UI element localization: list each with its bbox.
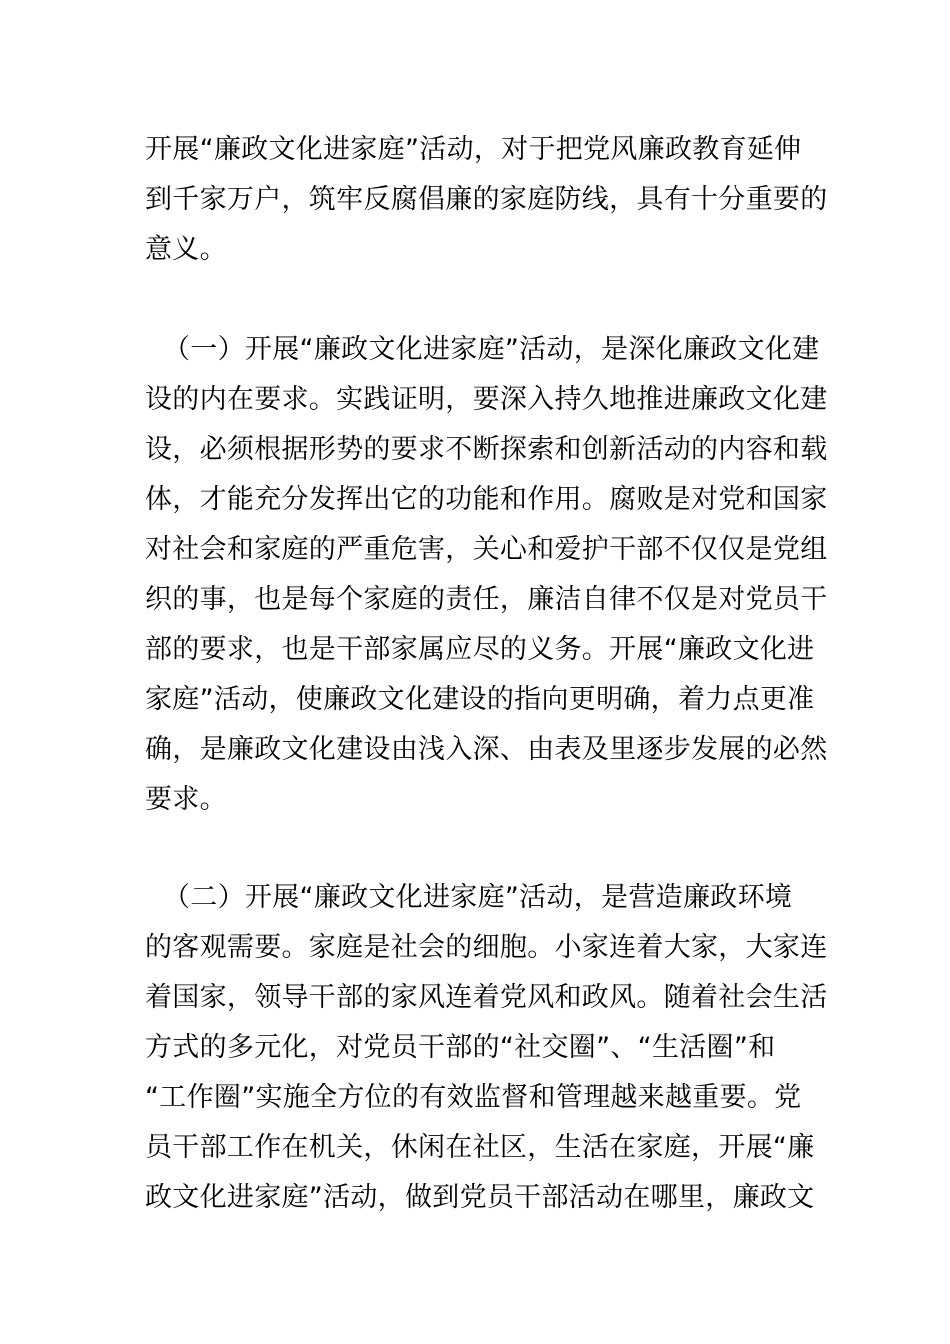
text-line: 开展“廉政文化进家庭”活动，对于把党风廉政教育延伸 (145, 134, 802, 165)
text-line: 体，才能充分发挥出它的功能和作用。腐败是对党和国家 (145, 484, 828, 515)
text-line: 员干部工作在机关，休闲在社区，生活在家庭，开展“廉 (145, 1132, 815, 1163)
text-line: 政文化进家庭”活动，做到党员干部活动在哪里，廉政文 (145, 1182, 815, 1213)
text-line: 要求。 (145, 784, 227, 815)
text-line: 意义。 (145, 234, 227, 265)
text-line: 家庭”活动，使廉政文化建设的指向更明确，着力点更准 (145, 684, 815, 715)
text-line: 确，是廉政文化建设由浅入深、由表及里逐步发展的必然 (145, 734, 828, 765)
paragraph-section-1 (145, 325, 828, 825)
paragraph-intro (145, 125, 828, 275)
text-line: 设的内在要求。实践证明，要深入持久地推进廉政文化建 (145, 384, 828, 415)
text-line: 到千家万户，筑牢反腐倡廉的家庭防线，具有十分重要的 (145, 184, 828, 215)
text-line: 方式的多元化，对党员干部的“社交圈”、“生活圈”和 (145, 1032, 776, 1063)
text-line: 的客观需要。家庭是社会的细胞。小家连着大家，大家连 (145, 932, 828, 963)
paragraph-section-2 (145, 873, 828, 1223)
text-line: 部的要求，也是干部家属应尽的义务。开展“廉政文化进 (145, 634, 815, 665)
text-line: （二）开展“廉政文化进家庭”活动，是营造廉政环境 (163, 882, 793, 913)
text-line: “工作圈”实施全方位的有效监督和管理越来越重要。党 (145, 1082, 802, 1113)
text-line: 织的事，也是每个家庭的责任，廉洁自律不仅是对党员干 (145, 584, 828, 615)
text-line: 对社会和家庭的严重危害，关心和爱护干部不仅仅是党组 (145, 534, 828, 565)
text-line: （一）开展“廉政文化进家庭”活动，是深化廉政文化建 (163, 334, 820, 365)
text-line: 设，必须根据形势的要求不断探索和创新活动的内容和载 (145, 434, 828, 465)
text-line: 着国家，领导干部的家风连着党风和政风。随着社会生活 (145, 982, 828, 1013)
